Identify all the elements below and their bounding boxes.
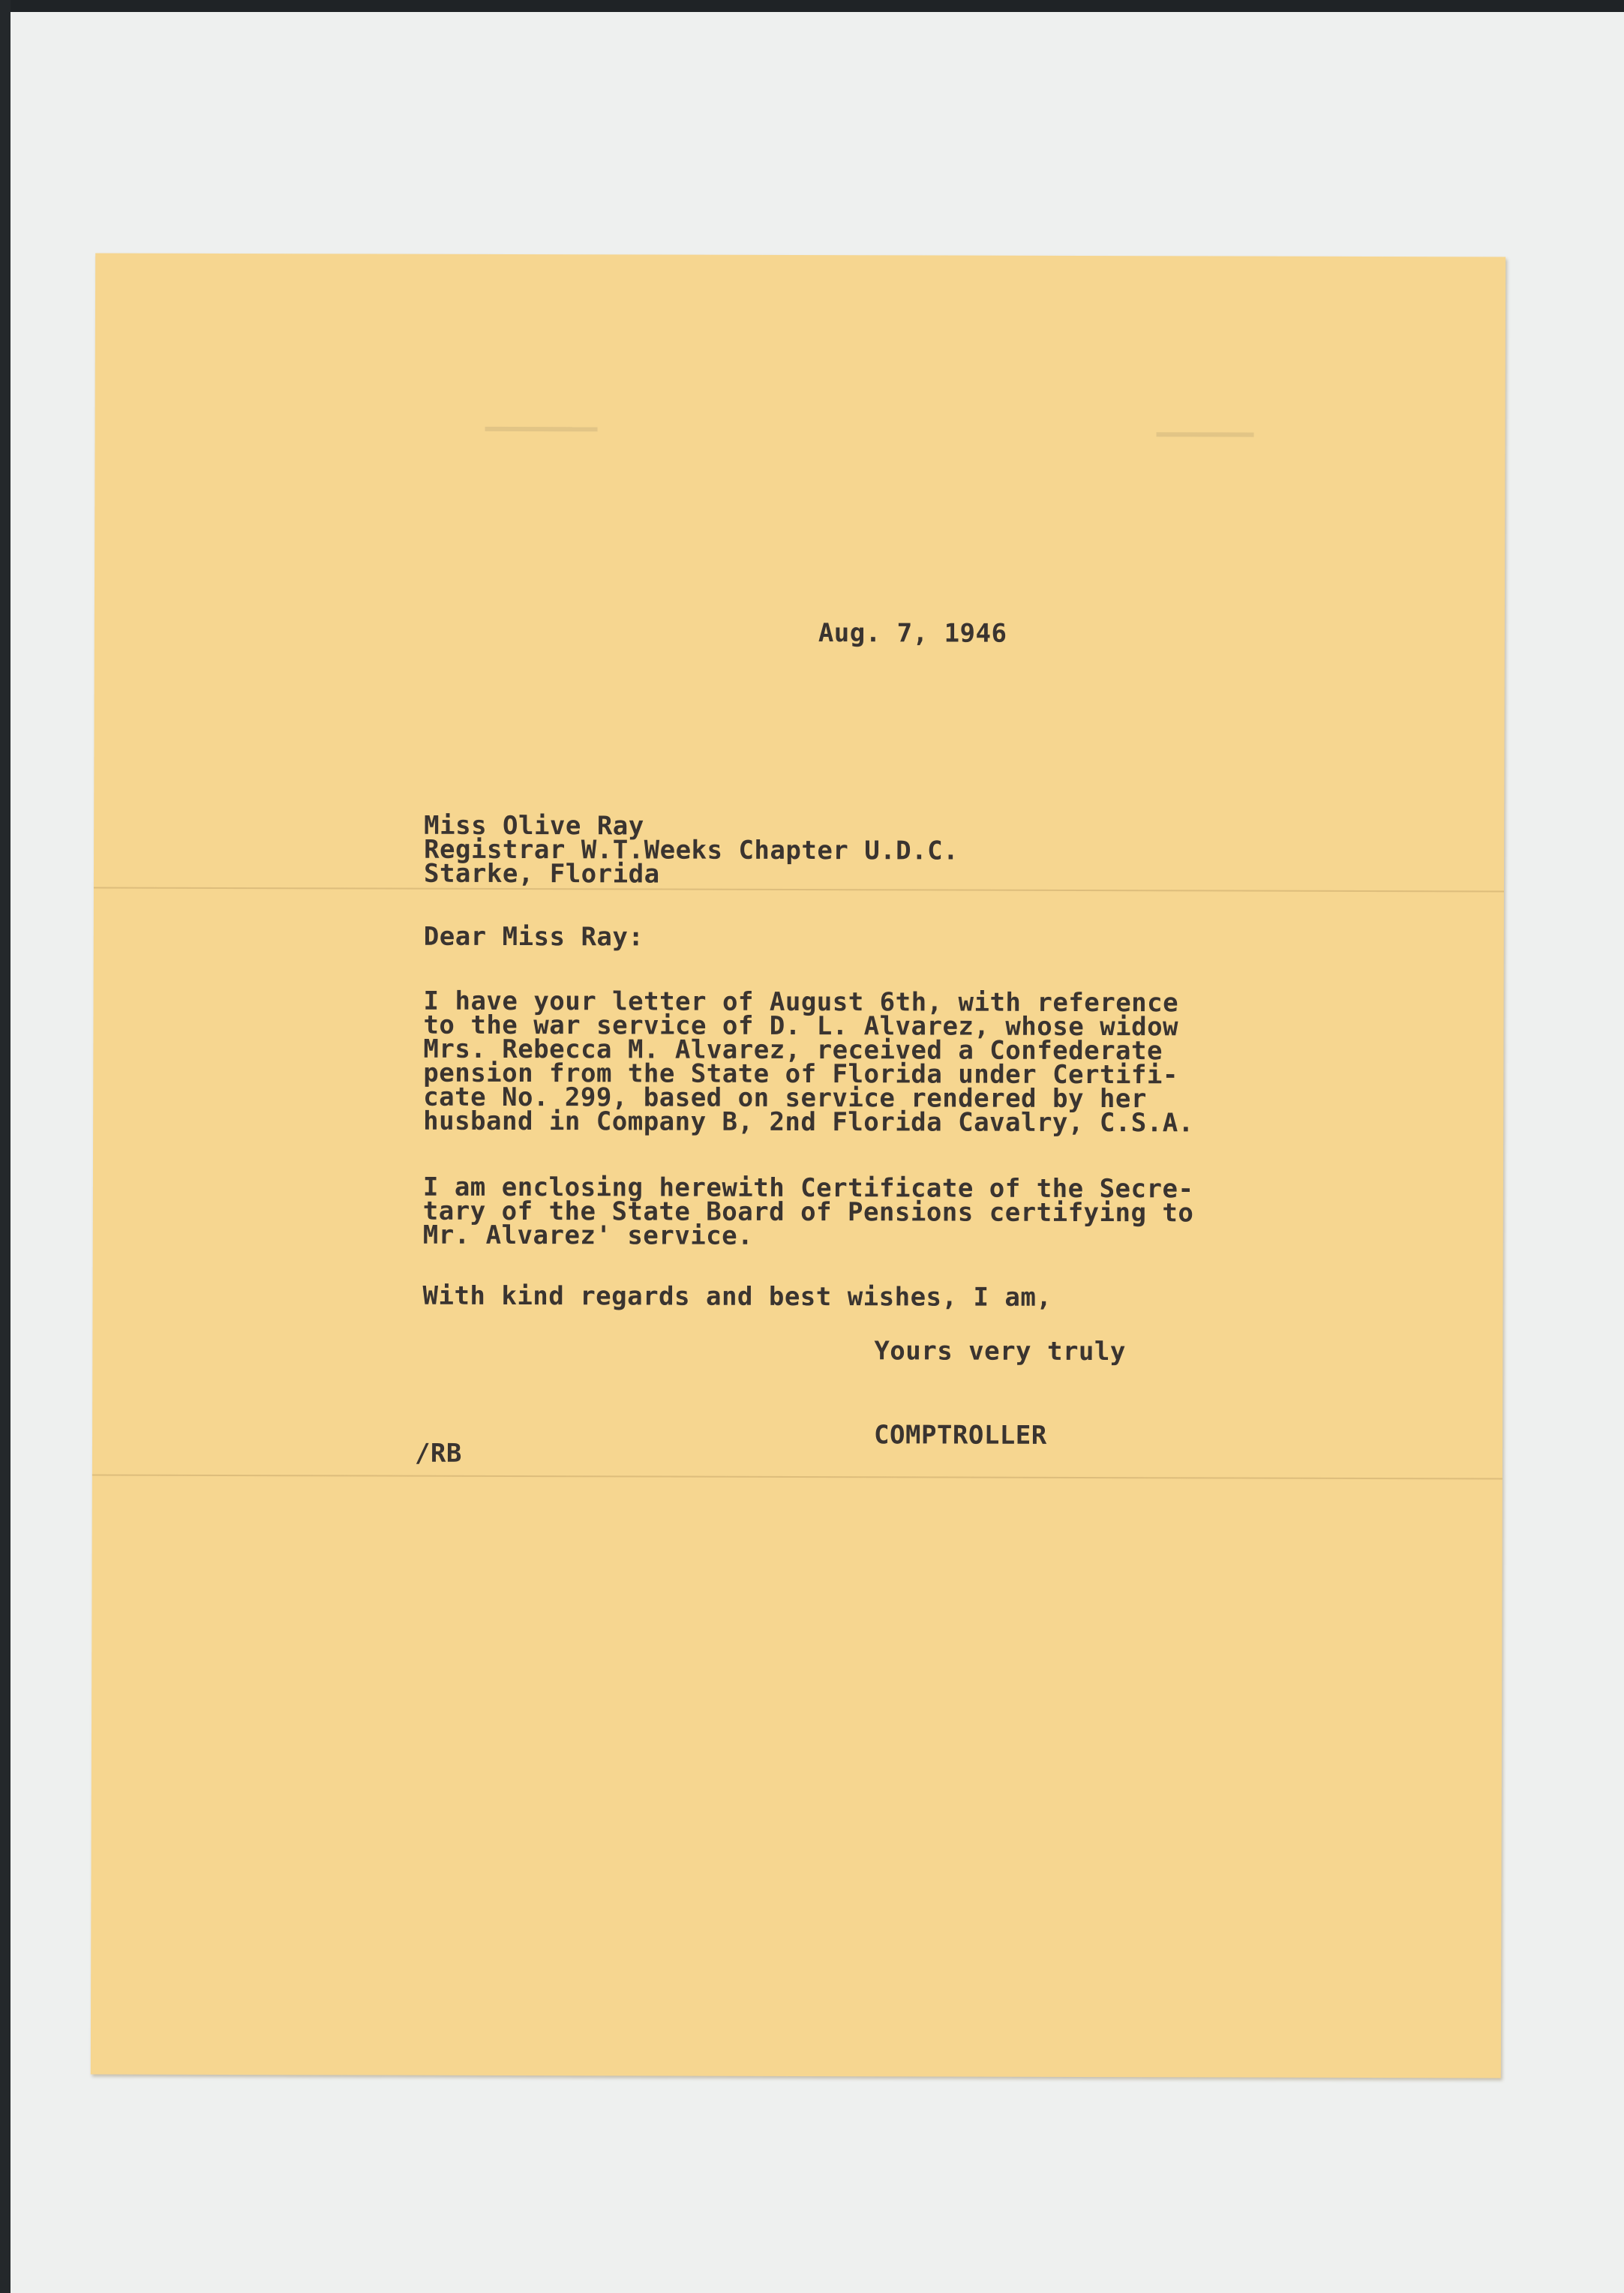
- body-paragraph-2: I am enclosing herewith Certificate of the Secre- tary of the State Board of Pensions certifying to Mr. Alvarez' service.: [422, 1172, 1194, 1251]
- typist-initials: /RB: [414, 1438, 462, 1469]
- fold-line-lower: [92, 1475, 1502, 1480]
- fold-line-upper: [94, 887, 1504, 893]
- letter-sheet: [91, 254, 1505, 2078]
- scan-border-left: [0, 0, 11, 2293]
- letter-date: Aug. 7, 1946: [818, 618, 1007, 649]
- recipient-name: Miss Olive Ray: [424, 810, 644, 842]
- recipient-city: Starke, Florida: [423, 858, 660, 890]
- faint-mark-right: [1157, 432, 1254, 437]
- signoff: Yours very truly: [874, 1336, 1126, 1367]
- faint-mark-left: [485, 427, 598, 431]
- scan-border-top: [0, 0, 1624, 12]
- signature-title: COMPTROLLER: [874, 1420, 1047, 1451]
- closing-line: With kind regards and best wishes, I am,: [422, 1280, 1052, 1313]
- recipient-title: Registrar W.T.Weeks Chapter U.D.C.: [424, 834, 959, 866]
- salutation: Dear Miss Ray:: [423, 921, 644, 953]
- body-paragraph-1: I have your letter of August 6th, with reference to the war service of D. L. Alvarez, whose widow Mrs. Rebecca M. Alvarez, received a Confederate pension from the State of Florida under Certifi- cate No. 299, based on service rendered by her husband in Company B, 2nd Florida Cavalry, C.S.A.: [423, 986, 1194, 1139]
